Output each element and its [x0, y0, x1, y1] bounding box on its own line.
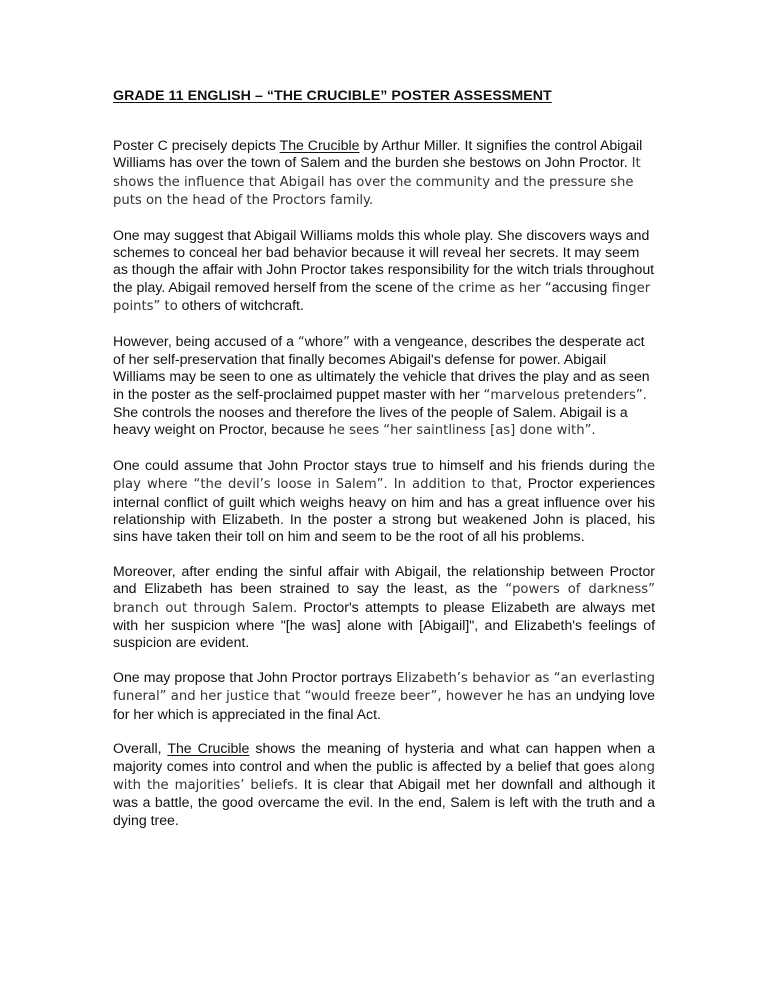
paragraph-2-accusing: accusing	[551, 278, 608, 295]
paragraph-4	[113, 457, 655, 545]
book-title-underlined: The Crucible	[279, 137, 360, 153]
paragraph-7-majorities-quote: along with the majorities’ beliefs.	[113, 759, 655, 793]
paragraph-2-quote-start: the crime as her “	[432, 280, 552, 296]
document-page	[113, 88, 655, 846]
paragraph-1	[113, 137, 655, 209]
paragraph-7-text-b: shows the meaning of hysteria and what can happen when a majority comes into control and when the public is affected by a belief that goes	[113, 740, 655, 774]
document-title: GRADE 11 ENGLISH – “THE CRUCIBLE” POSTER ASSESSMENT	[113, 88, 552, 104]
paragraph-5	[113, 563, 655, 651]
paragraph-2-text-c: others of witchcraft.	[177, 296, 304, 313]
paragraph-5-darkness-quote: “powers of darkness” branch out through Salem.	[113, 582, 655, 616]
paragraph-4-devil-quote: the play where “the devil’s loose in Salem”. In addition to that,	[113, 458, 655, 493]
paragraph-3-whore: whore	[304, 332, 344, 349]
paragraph-6-funeral-quote: Elizabeth’s behavior as “an everlasting funeral” and her justice that “would freeze beer”, however he has an	[113, 670, 656, 705]
paragraph-5-text-b: Proctor's attempts to please Elizabeth are always met with her suspicion where "[he was] alone with [Abigail]", and Elizabeth's feelings of suspicion are evident.	[113, 598, 655, 651]
paragraph-1-text-b: by Arthur Miller. It signifies the control Abigail Williams has over the town of Salem and the burden she bestows on John Proctor.	[113, 137, 643, 171]
paragraph-6-text-a: One may propose that John Proctor portrays	[113, 668, 397, 685]
paragraph-3	[113, 333, 655, 440]
paragraph-7-text-c: It is clear that Abigail met her downfall and although it was a battle, the good overcame the evil. In the end, Salem is left with the truth and a dying tree.	[113, 775, 655, 828]
paragraph-3-text-d: She controls the nooses and therefore the lives of the people of Salem. Abigail is a heavy weight on Proctor, because	[113, 403, 628, 438]
paragraph-2	[113, 227, 655, 315]
paragraph-3-saintliness-quote: he sees “her saintliness [as] done with”.	[328, 423, 596, 439]
paragraph-7	[113, 740, 655, 828]
paragraph-3-marvelous-pretenders: “marvelous pretenders”.	[483, 387, 647, 403]
book-title-underlined-2: The Crucible	[167, 740, 250, 757]
paragraph-2-text-a: One may suggest that Abigail Williams molds this whole play. She discovers ways and schemes to conceal her bad behavior because it will reveal her secrets. It may seem as though the affair with John Proctor takes responsibility for the witch trials throughout the play. Abigail removed herself from the scene of	[113, 226, 655, 295]
paragraph-6-text-b: undying love for her which is appreciated in the final Act.	[113, 687, 655, 722]
paragraph-1-text-a: Poster C precisely depicts	[113, 137, 280, 153]
paragraph-3-open-quote: “	[297, 334, 305, 350]
paragraph-1-quoted-style: It shows the influence that Abigail has over the community and the pressure she puts on the head of the Proctors family.	[113, 156, 641, 208]
paragraph-3-close-quote: ”	[343, 334, 350, 350]
paragraph-4-text-a: One could assume that John Proctor stays true to himself and his friends during	[113, 456, 634, 473]
paragraph-3-text-a: However, being accused of a	[113, 332, 298, 349]
paragraph-2-quote-end: finger points” to	[113, 280, 651, 314]
paragraph-7-text-a: Overall,	[113, 740, 168, 757]
paragraph-5-text-a: Moreover, after ending the sinful affair with Abigail, the relationship between Proctor and Elizabeth has been strained to say the least, as the	[113, 562, 655, 597]
paragraph-3-text-c: with a vengeance, describes the desperate act of her self-preservation that finally becomes Abigail's defense for power. Abigail Williams may be seen to one as ultimately the vehicle that drives the play and as seen in the poster as the self-proclaimed puppet master with her	[113, 332, 650, 402]
paragraph-4-text-b: Proctor experiences internal conflict of guilt which weighs heavy on him and has a great influence over his relationship with Elizabeth. In the poster a strong but weakened John is placed, his sins have taken their toll on him and seem to be the root of all his problems.	[113, 475, 655, 545]
paragraph-6	[113, 669, 655, 723]
